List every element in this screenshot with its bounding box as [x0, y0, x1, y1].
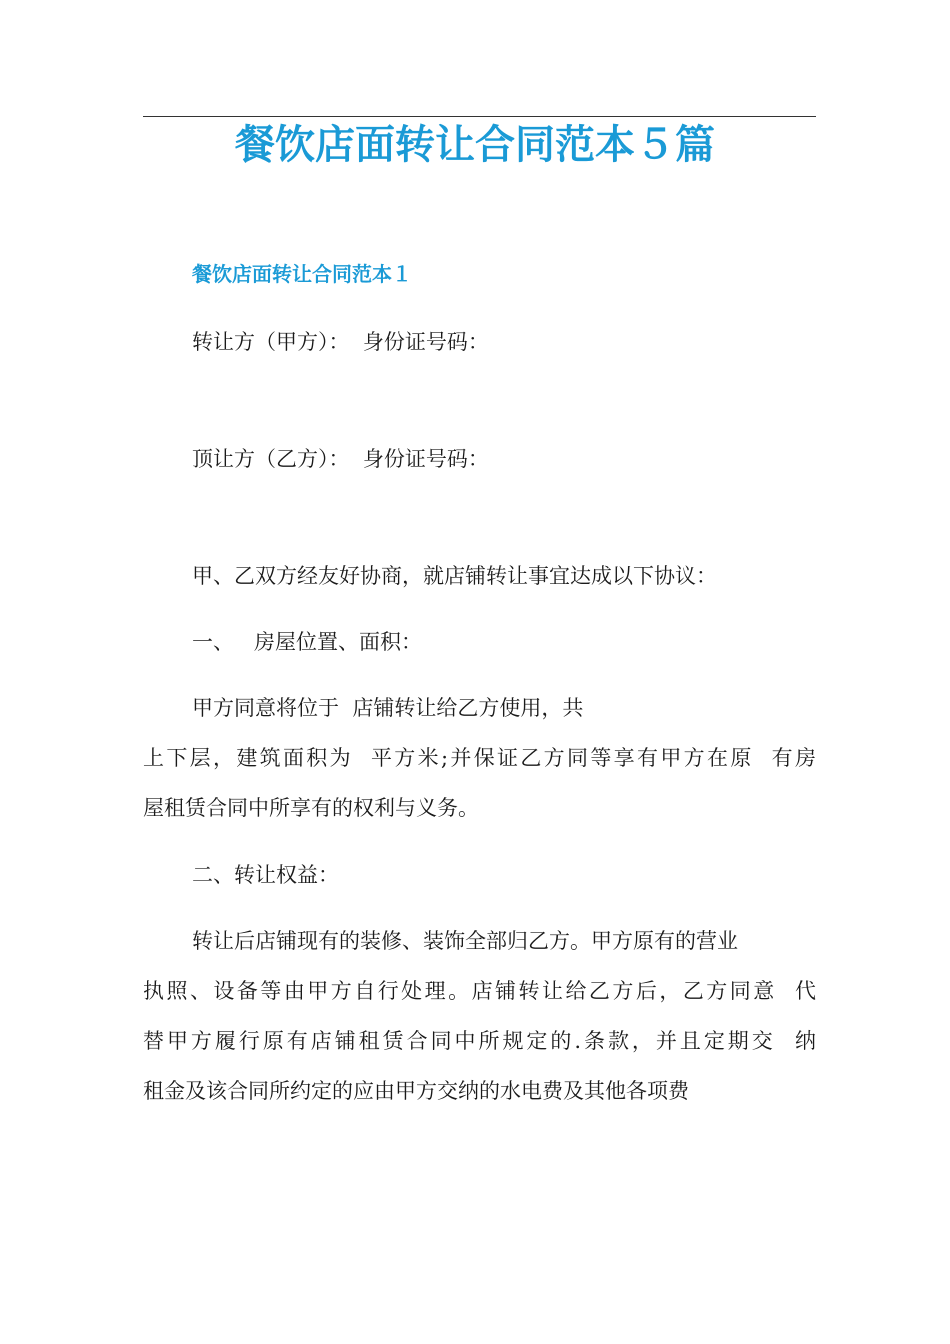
clause-1-line-2: 上下层，建筑面积为 平方米;并保证乙方同等享有甲方在原 有房 — [143, 746, 816, 770]
clause-1-heading: 一、 房屋位置、面积： — [192, 630, 423, 654]
clause-2-line-2: 执照、设备等由甲方自行处理。店铺转让给乙方后，乙方同意 代 — [143, 979, 816, 1003]
clause-2-line-1: 转让后店铺现有的装修、装饰全部归乙方。甲方原有的营业 — [192, 929, 738, 953]
clause-1-line-1: 甲方同意将位于 店铺转让给乙方使用，共 — [192, 696, 584, 720]
clause-1-line-3: 屋租赁合同中所享有的权利与义务。 — [143, 796, 479, 820]
clause-2-line-3: 替甲方履行原有店铺租赁合同中所规定的.条款，并且定期交 纳 — [143, 1029, 816, 1053]
clause-2-heading: 二、转让权益： — [192, 863, 339, 887]
agreement-intro: 甲、乙双方经友好协商，就店铺转让事宜达成以下协议： — [192, 564, 717, 588]
document-title: 餐饮店面转让合同范本５篇 — [235, 122, 715, 168]
party-a-line: 转让方（甲方）： 身份证号码： — [192, 330, 489, 354]
header-rule — [143, 116, 816, 117]
section-heading: 餐饮店面转让合同范本１ — [192, 262, 412, 286]
clause-2-line-4: 租金及该合同所约定的应由甲方交纳的水电费及其他各项费 — [143, 1079, 689, 1103]
party-b-line: 顶让方（乙方）： 身份证号码： — [192, 447, 489, 471]
